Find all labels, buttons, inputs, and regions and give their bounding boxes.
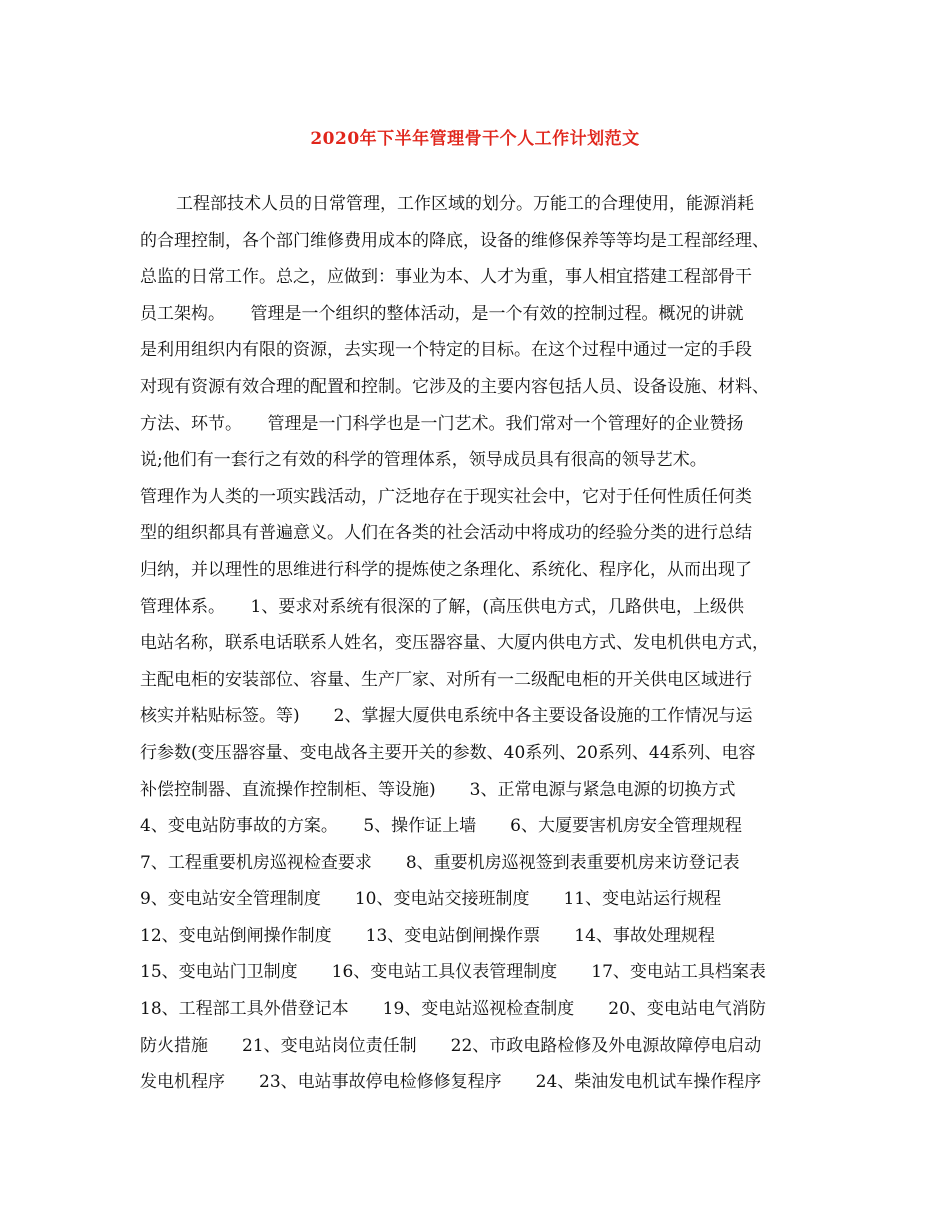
body-line: 12、变电站倒闸操作制度 13、变电站倒闸操作票 14、事故处理规程 xyxy=(140,925,715,946)
body-line: 工程部技术人员的日常管理，工作区域的划分。万能工的合理使用，能源消耗 xyxy=(176,194,754,214)
body-line: 说;他们有一套行之有效的科学的管理体系，领导成员具有很高的领导艺术。 xyxy=(140,450,707,471)
body-line: 核实并粘贴标签。等) 2、掌握大厦供电系统中各主要设备设施的工作情况与运 xyxy=(140,706,753,727)
body-line: 电站名称，联系电话联系人姓名，变压器容量、大厦内供电方式、发电机供电方式， xyxy=(140,633,769,654)
body-line: 15、变电站门卫制度 16、变电站工具仪表管理制度 17、变电站工具档案表 xyxy=(140,962,766,983)
body-line: 主配电柜的安装部位、容量、生产厂家、对所有一二级配电柜的开关供电区域进行 xyxy=(140,669,752,690)
document-body xyxy=(140,186,830,1101)
body-line: 行参数(变压器容量、变电战各主要开关的参数、40系列、20系列、44系列、电容 xyxy=(140,742,756,763)
body-line: 的合理控制，各个部门维修费用成本的降底，设备的维修保养等等均是工程部经理、 xyxy=(140,230,769,251)
body-line: 防火措施 21、变电站岗位责任制 22、市政电路检修及外电源故障停电启动 xyxy=(140,1035,762,1056)
body-line: 归纳，并以理性的思维进行科学的提炼使之条理化、系统化、程序化，从而出现了 xyxy=(140,559,752,580)
body-line: 7、工程重要机房巡视检查要求 8、重要机房巡视签到表重要机房来访登记表 xyxy=(140,852,740,873)
document-title: 2020年下半年管理骨干个人工作计划范文 xyxy=(310,129,640,149)
body-line: 18、工程部工具外借登记本 19、变电站巡视检查制度 20、变电站电气消防 xyxy=(140,999,766,1020)
body-line: 对现有资源有效合理的配置和控制。它涉及的主要内容包括人员、设备设施、材料、 xyxy=(140,376,769,397)
body-line: 发电机程序 23、电站事故停电检修修复程序 24、柴油发电机试车操作程序 xyxy=(140,1072,762,1093)
body-line: 员工架构。 管理是一个组织的整体活动，是一个有效的控制过程。概况的讲就 xyxy=(140,303,744,324)
body-line: 是利用组织内有限的资源，去实现一个特定的目标。在这个过程中通过一定的手段 xyxy=(140,340,752,361)
body-line: 型的组织都具有普遍意义。人们在各类的社会活动中将成功的经验分类的进行总结 xyxy=(140,523,752,544)
body-line: 总监的日常工作。总之，应做到：事业为本、人才为重，事人相宜搭建工程部骨干 xyxy=(140,267,752,288)
body-line: 补偿控制器、直流操作控制柜、等设施) 3、正常电源与紧急电源的切换方式 xyxy=(140,779,736,800)
body-line: 9、变电站安全管理制度 10、变电站交接班制度 11、变电站运行规程 xyxy=(140,889,722,910)
body-line: 方法、环节。 管理是一门科学也是一门艺术。我们常对一个管理好的企业赞扬 xyxy=(140,413,744,434)
body-line: 管理体系。 1、要求对系统有很深的了解，(高压供电方式，几路供电，上级供 xyxy=(140,596,744,617)
body-line: 4、变电站防事故的方案。 5、操作证上墙 6、大厦要害机房安全管理规程 xyxy=(140,816,742,837)
body-line: 管理作为人类的一项实践活动，广泛地存在于现实社会中，它对于任何性质任何类 xyxy=(140,486,752,507)
